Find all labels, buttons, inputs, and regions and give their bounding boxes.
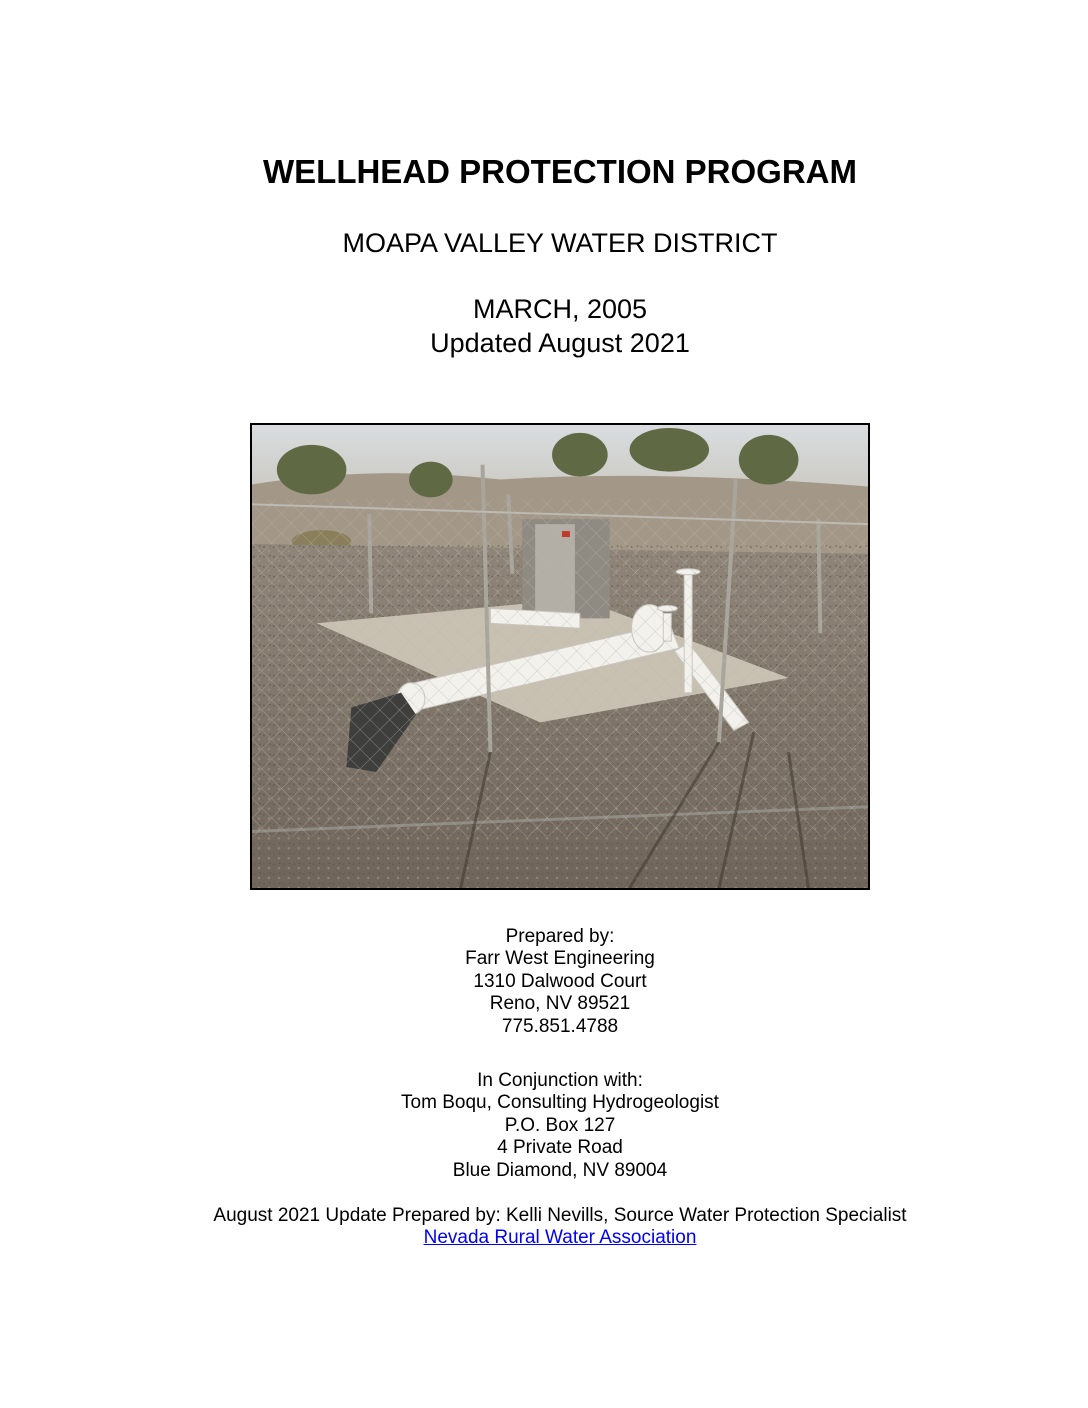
wellhead-photo-illustration [252, 425, 868, 888]
prepared-by-city: Reno, NV 89521 [489, 993, 631, 1015]
update-block [0, 1205, 1088, 1250]
prepared-by-street: 1310 Dalwood Court [473, 970, 647, 992]
nrwa-link[interactable]: Nevada Rural Water Association [423, 1227, 697, 1249]
original-date: MARCH, 2005 [472, 294, 648, 324]
conjunction-city: Blue Diamond, NV 89004 [452, 1159, 668, 1181]
conjunction-block [0, 1070, 1088, 1182]
prepared-by-phone: 775.851.4788 [501, 1015, 619, 1037]
date-block [0, 292, 1088, 360]
prepared-by-block [0, 926, 1088, 1038]
chain-link-fence [252, 499, 868, 836]
prepared-by-company: Farr West Engineering [465, 948, 655, 970]
conjunction-name: Tom Boqu, Consulting Hydrogeologist [401, 1092, 719, 1114]
update-credit: August 2021 Update Prepared by: Kelli Nevills, Source Water Protection Specialist [213, 1205, 907, 1226]
conjunction-po-box: P.O. Box 127 [504, 1114, 616, 1136]
conjunction-street: 4 Private Road [497, 1137, 623, 1159]
wellhead-photo [250, 423, 870, 890]
district-name: MOAPA VALLEY WATER DISTRICT [342, 228, 778, 258]
updated-date: Updated August 2021 [430, 328, 690, 358]
conjunction-label: In Conjunction with: [477, 1070, 643, 1091]
page-title: WELLHEAD PROTECTION PROGRAM [263, 153, 857, 190]
prepared-by-label: Prepared by: [505, 926, 615, 947]
